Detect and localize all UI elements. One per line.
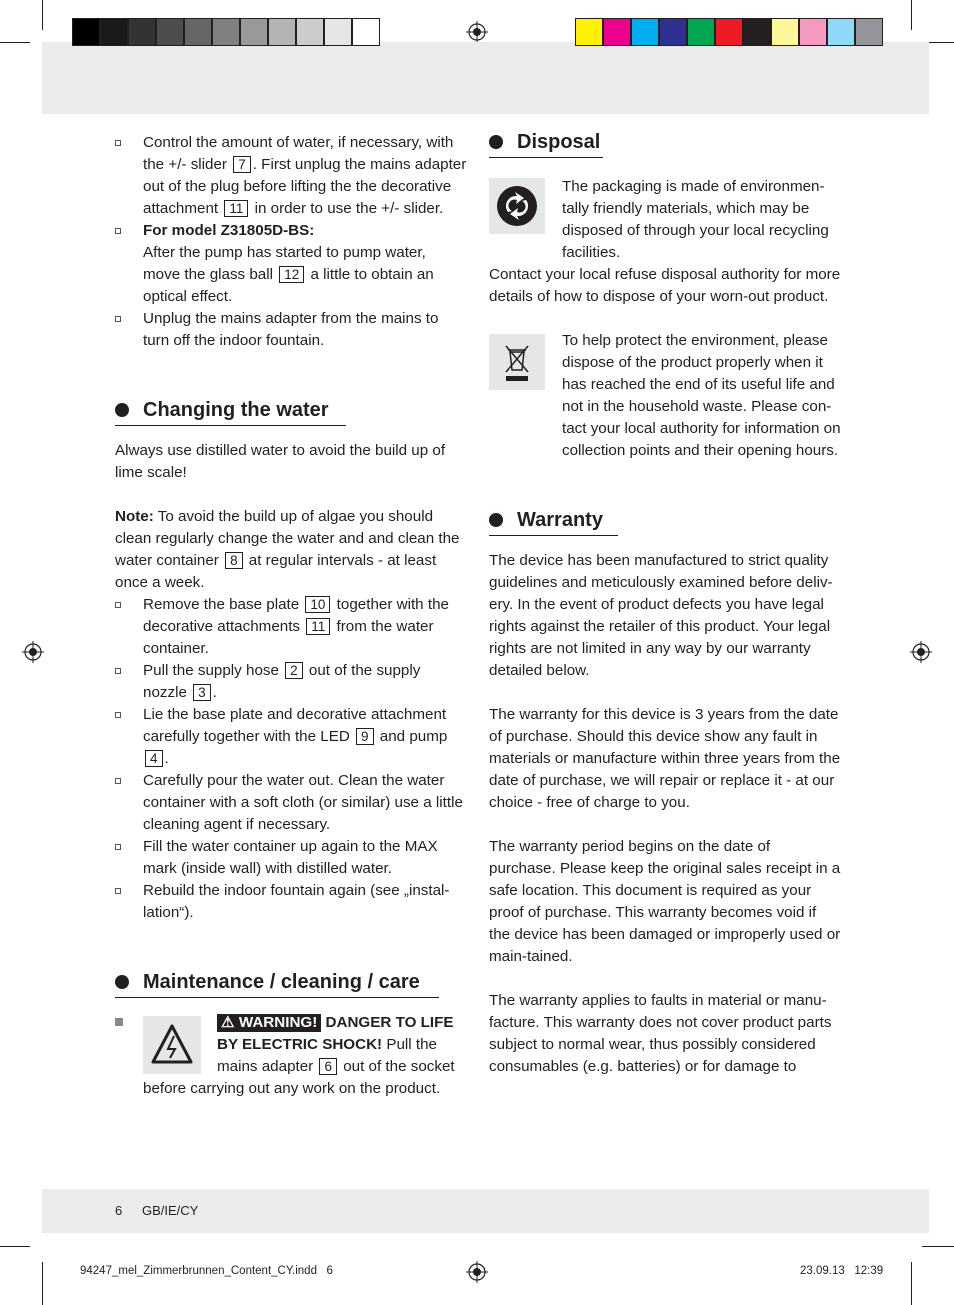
checkbox-bullet-icon	[115, 140, 121, 146]
gray-swatch	[324, 18, 352, 46]
warning-label: ⚠ WARNING!	[217, 1014, 321, 1032]
electric-shock-warning-icon	[143, 1016, 201, 1074]
paragraph: Contact your local refuse disposal authority for more details of how to dispose of your worn-out product.	[489, 266, 841, 305]
paragraph: The warranty period begins on the date of purchase. Please keep the original sales receipt in a safe location. This document is required as your proof of purchase. This warranty becomes void if the device has been damaged or improperly used or main-tained.	[489, 838, 841, 965]
crop-mark	[911, 1262, 912, 1305]
timestamp: 23.09.13 12:39	[800, 1265, 884, 1277]
list-item: Rebuild the indoor fountain again (see „instal-lation“).	[115, 880, 467, 924]
checkbox-bullet-icon	[115, 602, 121, 608]
part-number: 3	[193, 684, 211, 701]
crop-mark	[922, 1246, 954, 1247]
paragraph: The warranty for this device is 3 years from the date of purchase. Should this device show any fault in materials or manufacture within three years from the date of purchase, we will repair or replace it - at our choice - free of charge to you.	[489, 706, 841, 811]
gray-swatch	[72, 18, 100, 46]
list-item: Pull the supply hose 2 out of the supply nozzle 3 .	[115, 660, 467, 704]
checkbox-bullet-icon	[115, 316, 121, 322]
bullet-dot-icon	[489, 135, 503, 149]
right-column	[489, 128, 841, 1078]
gray-swatch	[240, 18, 268, 46]
green-dot-recycling-icon	[489, 178, 545, 234]
note-paragraph: Note: To avoid the build up of algae you should clean regularly change the water and and clean the water container 8 at regular intervals - at least once a week.	[115, 508, 460, 591]
checkbox-bullet-icon	[115, 228, 121, 234]
gray-swatch	[156, 18, 184, 46]
gray-swatch	[268, 18, 296, 46]
color-swatch	[827, 18, 855, 46]
color-swatch	[715, 18, 743, 46]
color-swatch	[659, 18, 687, 46]
checkbox-bullet-icon	[115, 778, 121, 784]
color-swatch	[771, 18, 799, 46]
square-bullet-icon	[115, 1018, 123, 1026]
color-swatch	[743, 18, 771, 46]
page-number: 6	[115, 1203, 123, 1218]
paragraph: To help protect the environment, please dispose of the product properly when it has reached the end of its useful life and not in the household waste. Please con-tact your local authority for information on collection points and their opening hours.	[562, 332, 841, 459]
registration-mark-icon	[22, 641, 44, 663]
crop-mark	[911, 0, 912, 30]
model-title: For model Z31805D-BS:	[143, 222, 315, 239]
part-number: 8	[225, 552, 243, 569]
file-name: 94247_mel_Zimmerbrunnen_Content_CY.indd 6	[80, 1265, 333, 1277]
registration-mark-icon	[910, 641, 932, 663]
list-item: Carefully pour the water out. Clean the water container with a soft cloth (or similar) use a little cleaning agent if necessary.	[115, 770, 467, 836]
language-code: GB/IE/CY	[142, 1203, 199, 1218]
crop-mark	[0, 1246, 30, 1247]
page-header-band	[42, 42, 929, 114]
part-number: 2	[285, 662, 303, 679]
warning-triangle-icon: ⚠	[221, 1014, 239, 1031]
weee-disposal-block	[489, 330, 841, 462]
part-number: 6	[319, 1058, 337, 1075]
list-item: For model Z31805D-BS: After the pump has started to pump water, move the glass ball 12 a little to obtain an optical effect.	[115, 220, 467, 308]
checkbox-bullet-icon	[115, 844, 121, 850]
part-number: 12	[279, 266, 304, 283]
color-swatch	[855, 18, 883, 46]
color-swatch	[799, 18, 827, 46]
registration-mark-icon	[466, 1261, 488, 1283]
paragraph: The warranty applies to faults in material or manu-facture. This warranty does not cover product parts subject to normal wear, thus possibly considered consumables (e.g. batteries) or for damage to	[489, 992, 832, 1075]
part-number: 10	[305, 596, 330, 613]
crop-mark	[42, 0, 43, 30]
gray-swatch	[100, 18, 128, 46]
part-number: 11	[306, 618, 330, 635]
list-item: Remove the base plate 10 together with the decorative attachments 11 from the water container.	[115, 594, 467, 660]
registration-mark-icon	[466, 21, 488, 43]
section-heading: Maintenance / cleaning / care	[115, 968, 467, 996]
gray-swatch	[352, 18, 380, 46]
gray-swatch	[184, 18, 212, 46]
part-number: 9	[356, 728, 374, 745]
color-swatch	[631, 18, 659, 46]
section-heading: Disposal	[489, 128, 841, 156]
crossed-out-bin-icon	[489, 334, 545, 390]
section-heading: Warranty	[489, 506, 841, 534]
list-item: Control the amount of water, if necessary, with the +/- slider 7 . First unplug the mains adapter out of the plug before lifting the the decorative attachment 11 in order to use the +/- slider.	[115, 132, 467, 220]
gray-swatch	[296, 18, 324, 46]
packaging-recycling-block	[489, 176, 841, 264]
gray-swatch	[212, 18, 240, 46]
paragraph: The packaging is made of environmen-tally friendly materials, which may be disposed of through your local recycling facilities.	[562, 178, 829, 261]
bullet-dot-icon	[489, 513, 503, 527]
warning-item: ⚠ WARNING! DANGER TO LIFE BY ELECTRIC SHOCK! Pull the mains adapter 6 out of the socket before carrying out any work on the product.	[115, 1012, 467, 1122]
checkbox-bullet-icon	[115, 888, 121, 894]
checkbox-bullet-icon	[115, 668, 121, 674]
part-number: 4	[145, 750, 163, 767]
list-item: Fill the water container up again to the MAX mark (inside wall) with distilled water.	[115, 836, 467, 880]
part-number: 11	[224, 200, 248, 217]
section-heading: Changing the water	[115, 396, 467, 424]
part-number: 7	[233, 156, 251, 173]
paragraph: The device has been manufactured to strict quality guidelines and meticulously examined before deliv-ery. In the event of product defects you have legal rights against the retailer of this product. Your legal rights are not limited in any way by our warranty detailed below.	[489, 552, 833, 679]
list-item: Lie the base plate and decorative attachment carefully together with the LED 9 and pump 4 .	[115, 704, 467, 770]
left-column	[115, 132, 467, 1122]
list-item: Unplug the mains adapter from the mains to turn off the indoor fountain.	[115, 308, 467, 352]
color-swatch	[575, 18, 603, 46]
crop-mark	[42, 1262, 43, 1305]
color-swatch	[687, 18, 715, 46]
color-swatch	[603, 18, 631, 46]
paragraph: Always use distilled water to avoid the build up of lime scale!	[115, 442, 446, 481]
crop-mark	[0, 42, 30, 43]
checkbox-bullet-icon	[115, 712, 121, 718]
bullet-dot-icon	[115, 403, 129, 417]
gray-swatch	[128, 18, 156, 46]
bullet-dot-icon	[115, 975, 129, 989]
